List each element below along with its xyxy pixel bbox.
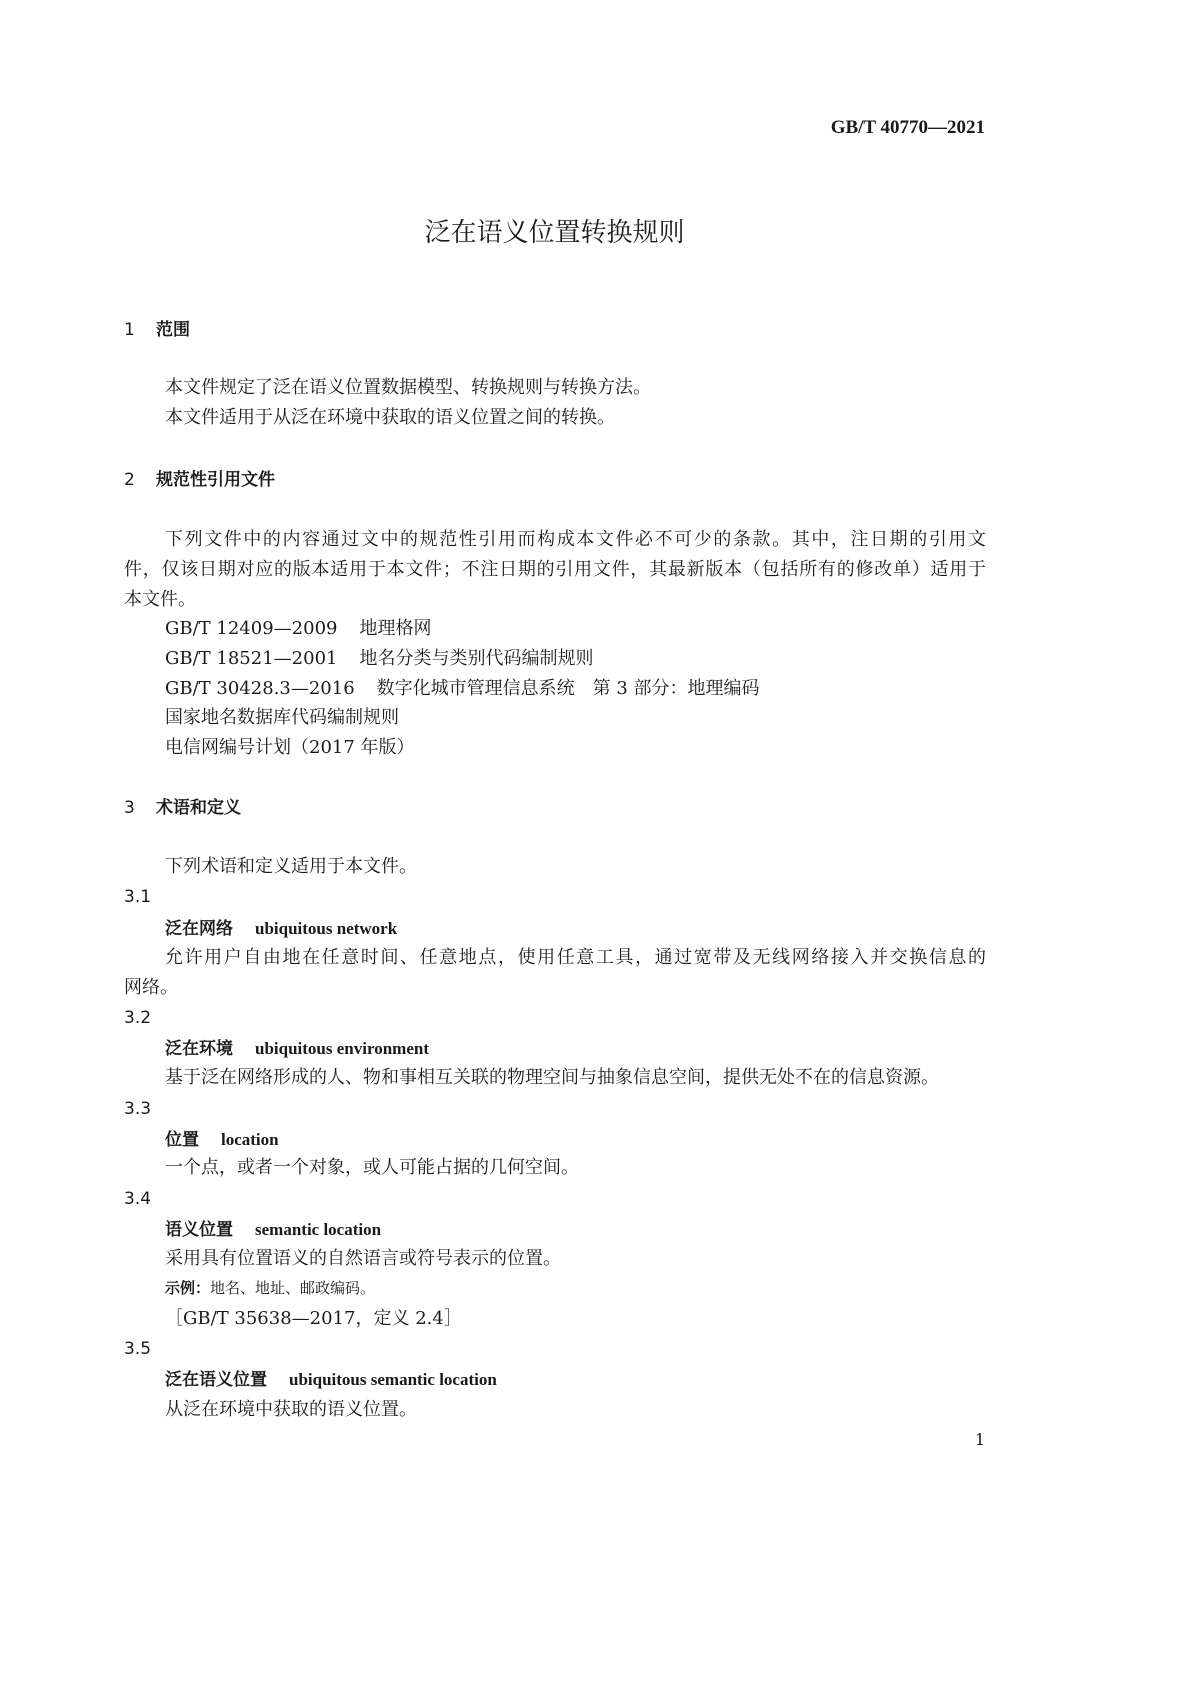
- section-3-heading: [124, 796, 241, 820]
- term-definition: 从泛在环境中获取的语义位置。: [165, 1399, 417, 1420]
- paragraph-line: 本文件。: [124, 589, 196, 610]
- reference-item: 电信网编号计划（2017 年版）: [165, 737, 415, 758]
- term-definition: 网络。: [124, 977, 178, 998]
- term-entry: [165, 1218, 381, 1242]
- term-source: ［GB/T 35638—2017，定义 2.4］: [165, 1308, 462, 1329]
- term-zh: 泛在语义位置: [165, 1370, 267, 1390]
- term-number: 3.2: [124, 1008, 152, 1028]
- term-en: ubiquitous semantic location: [289, 1370, 497, 1389]
- section-title: 范围: [156, 320, 190, 340]
- term-definition: 采用具有位置语义的自然语言或符号表示的位置。: [165, 1248, 561, 1269]
- term-zh: 泛在网络: [165, 919, 233, 939]
- term-entry: [165, 1037, 429, 1061]
- term-number: 3.1: [124, 887, 152, 907]
- term-entry: [165, 1128, 279, 1152]
- term-zh: 泛在环境: [165, 1039, 233, 1059]
- paragraph: 本文件适用于从泛在环境中获取的语义位置之间的转换。: [165, 407, 615, 428]
- reference-title: 地理格网: [359, 618, 432, 639]
- section-1-heading: [124, 318, 190, 342]
- page-title: 泛在语义位置转换规则: [424, 218, 685, 248]
- term-en: semantic location: [255, 1220, 382, 1239]
- term-number: 3.5: [124, 1339, 152, 1359]
- term-definition: 一个点，或者一个对象，或人可能占据的几何空间。: [165, 1157, 579, 1178]
- section-title: 规范性引用文件: [156, 470, 275, 490]
- paragraph-line: 下列文件中的内容通过文中的规范性引用而构成本文件必不可少的条款。其中，注日期的引用文: [165, 529, 986, 550]
- reference-item: [165, 617, 431, 641]
- section-title: 术语和定义: [156, 798, 241, 818]
- term-en: ubiquitous network: [255, 919, 398, 938]
- term-entry: [165, 1368, 497, 1392]
- reference-title: 数字化城市管理信息系统 第 3 部分：地理编码: [376, 678, 760, 699]
- term-example: [165, 1276, 375, 1300]
- reference-item: 国家地名数据库代码编制规则: [165, 707, 399, 728]
- standard-number: GB/T 40770—2021: [830, 117, 985, 138]
- example-text: 地名、地址、邮政编码。: [210, 1279, 376, 1297]
- reference-item: [165, 647, 593, 671]
- term-definition: 基于泛在网络形成的人、物和事相互关联的物理空间与抽象信息空间，提供无处不在的信息资源。: [165, 1067, 939, 1088]
- term-zh: 语义位置: [165, 1220, 233, 1240]
- paragraph: 本文件规定了泛在语义位置数据模型、转换规则与转换方法。: [165, 377, 651, 398]
- reference-item: [165, 677, 760, 701]
- paragraph: 下列术语和定义适用于本文件。: [165, 856, 417, 877]
- reference-code: GB/T 12409—2009: [165, 618, 338, 639]
- term-en: ubiquitous environment: [255, 1039, 429, 1058]
- example-label: 示例：: [165, 1279, 211, 1297]
- section-number: 2: [124, 470, 135, 490]
- section-2-heading: [124, 468, 275, 492]
- paragraph-line: 件，仅该日期对应的版本适用于本文件；不注日期的引用文件，其最新版本（包括所有的修改单）适用于: [124, 559, 986, 580]
- term-number: 3.4: [124, 1189, 152, 1209]
- term-entry: [165, 917, 397, 941]
- reference-title: 地名分类与类别代码编制规则: [359, 648, 594, 669]
- page-number: 1: [974, 1430, 985, 1449]
- term-number: 3.3: [124, 1099, 152, 1119]
- term-zh: 位置: [165, 1130, 199, 1150]
- reference-code: GB/T 18521—2001: [165, 648, 338, 669]
- section-number: 3: [124, 798, 135, 818]
- section-number: 1: [124, 320, 135, 340]
- term-definition: 允许用户自由地在任意时间、任意地点，使用任意工具，通过宽带及无线网络接入并交换信息的: [165, 947, 986, 968]
- reference-code: GB/T 30428.3—2016: [165, 678, 355, 699]
- term-en: location: [221, 1130, 279, 1149]
